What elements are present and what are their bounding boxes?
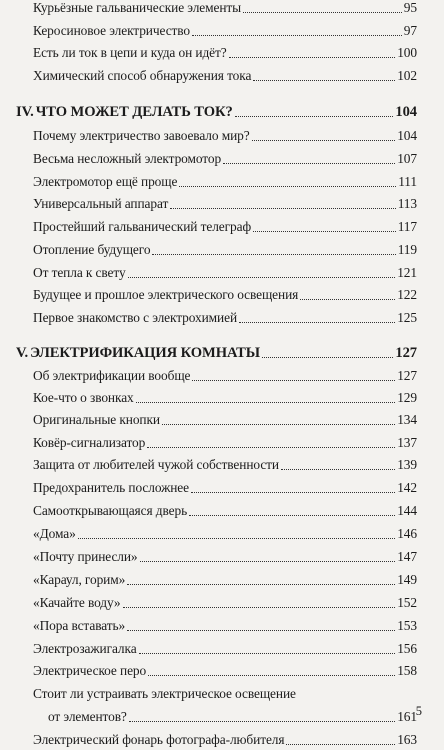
toc-entry-title: Почему электричество завоевало мир? [33,128,250,143]
dot-leader [152,254,395,255]
toc-entry-title: Кое-что о звонках [33,390,134,405]
toc-page-number: 149 [397,572,417,587]
dot-leader [253,231,396,232]
toc-entry [33,192,417,212]
dot-leader [139,653,396,654]
dot-leader [127,584,395,585]
toc-entry-title [16,345,260,361]
dot-leader [78,538,396,539]
toc-page-number: 117 [397,219,417,234]
toc-entry-title [16,104,233,120]
dot-leader [179,186,396,187]
toc-entry [33,728,417,748]
toc-entry [33,476,417,496]
toc-entry-title: Есть ли ток в цепи и куда он идёт? [33,45,227,60]
toc-entry-title: Защита от любителей чужой собственности [33,457,279,472]
dot-leader [253,80,395,81]
toc-entry-title: Первое знакомство с электрохимией [33,310,238,325]
toc-page-number: 113 [397,196,417,211]
toc-entry-title: Стоит ли устраивать электрическое освещение [33,686,296,701]
toc-entry-title: Об электрификации вообще [33,368,191,383]
toc-entry-title: «Дома» [33,526,76,541]
chapter-title: ЧТО МОЖЕТ ДЕЛАТЬ ТОК? [35,104,233,120]
dot-leader [140,561,396,562]
toc-entry [33,386,417,406]
dot-leader [192,35,402,36]
toc-entry [33,499,417,519]
toc-entry [33,170,417,190]
dot-leader [129,721,395,722]
toc-page-number: 137 [397,435,417,450]
toc-entry-title: Курьёзные гальванические элементы [33,0,242,15]
toc-page-number: 129 [397,390,417,405]
toc-page-number: 107 [397,151,417,166]
toc-entry-title: Керосиновое электричество [33,23,191,38]
dot-leader [127,630,395,631]
chapter-number: IV. [16,104,34,120]
chapter-title: ЭЛЕКТРИФИКАЦИЯ КОМНАТЫ [30,345,260,361]
dot-leader [229,57,396,58]
dot-leader [243,12,402,13]
toc-entry [33,41,417,61]
toc-entry-title: от элементов? [48,709,127,724]
toc-page-number: 156 [397,641,417,656]
toc-entry-title: От тепла к свету [33,265,126,280]
toc-page-number: 121 [397,265,417,280]
toc-page-number: 125 [397,310,417,325]
toc-chapter-heading [16,100,417,120]
dot-leader [252,140,396,141]
toc-page-number: 122 [397,287,417,302]
toc-entry [33,147,417,167]
toc-page-number: 102 [397,68,417,83]
toc-entry-title: «Пора вставать» [33,618,126,633]
toc-entry-title: Оригинальные кнопки [33,412,160,427]
dot-leader [192,380,395,381]
toc-entry [33,364,417,384]
toc-chapter-heading [16,341,417,361]
toc-entry [33,637,417,657]
toc-entry [33,659,417,679]
toc-entry-title: Ковёр-сигнализатор [33,435,146,450]
toc-entry-title: Весьма несложный электромотор [33,151,222,166]
toc-entry-title: Простейший гальванический телеграф [33,219,252,234]
toc-entry [33,431,417,451]
toc-entry [33,408,417,428]
toc-page-number: 100 [397,45,417,60]
toc-entry-title: «Качайте воду» [33,595,121,610]
toc-entry [33,0,417,16]
toc-entry [33,124,417,144]
toc-page-number: 134 [397,412,417,427]
toc-entry-title: Универсальный аппарат [33,196,169,211]
dot-leader [148,675,395,676]
toc-entry [33,568,417,588]
toc-entry-title: «Караул, горим» [33,572,126,587]
toc-page-number: 104 [397,128,417,143]
toc-page-number: 119 [397,242,417,257]
toc-entry [33,215,417,235]
toc-entry [33,64,417,84]
toc-page-number: 147 [397,549,417,564]
toc-entry [33,614,417,634]
toc-page-number: 158 [397,663,417,678]
toc-entry [33,522,417,542]
toc-entry [33,682,417,702]
dot-leader [170,208,395,209]
toc-entry-title: Электрический фонарь фотографа-любителя [33,732,285,747]
toc-page-number: 153 [397,618,417,633]
toc-page-number: 104 [395,104,417,120]
toc-page-number: 127 [397,368,417,383]
toc-page-number: 144 [397,503,417,518]
dot-leader [162,424,395,425]
dot-leader [136,402,396,403]
toc-entry [33,283,417,303]
toc-entry [48,705,417,725]
toc-entry-title: «Почту принесли» [33,549,138,564]
dot-leader [147,447,395,448]
dot-leader [300,299,395,300]
page-number: 5 [415,704,422,718]
toc-page-number: 146 [397,526,417,541]
toc-entry-title: Отопление будущего [33,242,151,257]
toc-page-number: 97 [403,23,417,38]
toc-entry-title: Будущее и прошлое электрического освещения [33,287,299,302]
toc-entry-title: Электрическое перо [33,663,147,678]
toc-entry-title: Самооткрывающаяся дверь [33,503,188,518]
toc-page-number: 152 [397,595,417,610]
dot-leader [189,515,395,516]
toc-page-number: 127 [395,345,417,361]
toc-page-number: 142 [397,480,417,495]
toc-page-number: 161 [397,709,417,724]
chapter-number: V. [16,345,29,361]
toc-page-number: 139 [397,457,417,472]
dot-leader [128,277,396,278]
dot-leader [281,469,395,470]
toc-entry-title: Химический способ обнаружения тока [33,68,252,83]
dot-leader [123,607,396,608]
toc-entry [33,591,417,611]
toc-page-number: 111 [398,174,417,189]
toc-entry-title: Электрозажигалка [33,641,137,656]
dot-leader [191,492,395,493]
toc-entry [33,19,417,39]
dot-leader [286,744,395,745]
toc-entry [33,453,417,473]
dot-leader [235,116,394,117]
toc-entry [33,261,417,281]
toc-entry-title: Предохранитель посложнее [33,480,189,495]
toc-entry-title: Электромотор ещё проще [33,174,178,189]
toc-page-number: 163 [397,732,417,747]
toc-entry [33,545,417,565]
dot-leader [262,357,393,358]
toc-entry [33,306,417,326]
dot-leader [239,322,395,323]
dot-leader [223,163,395,164]
toc-entry [33,238,417,258]
toc-page-number: 95 [403,0,417,15]
